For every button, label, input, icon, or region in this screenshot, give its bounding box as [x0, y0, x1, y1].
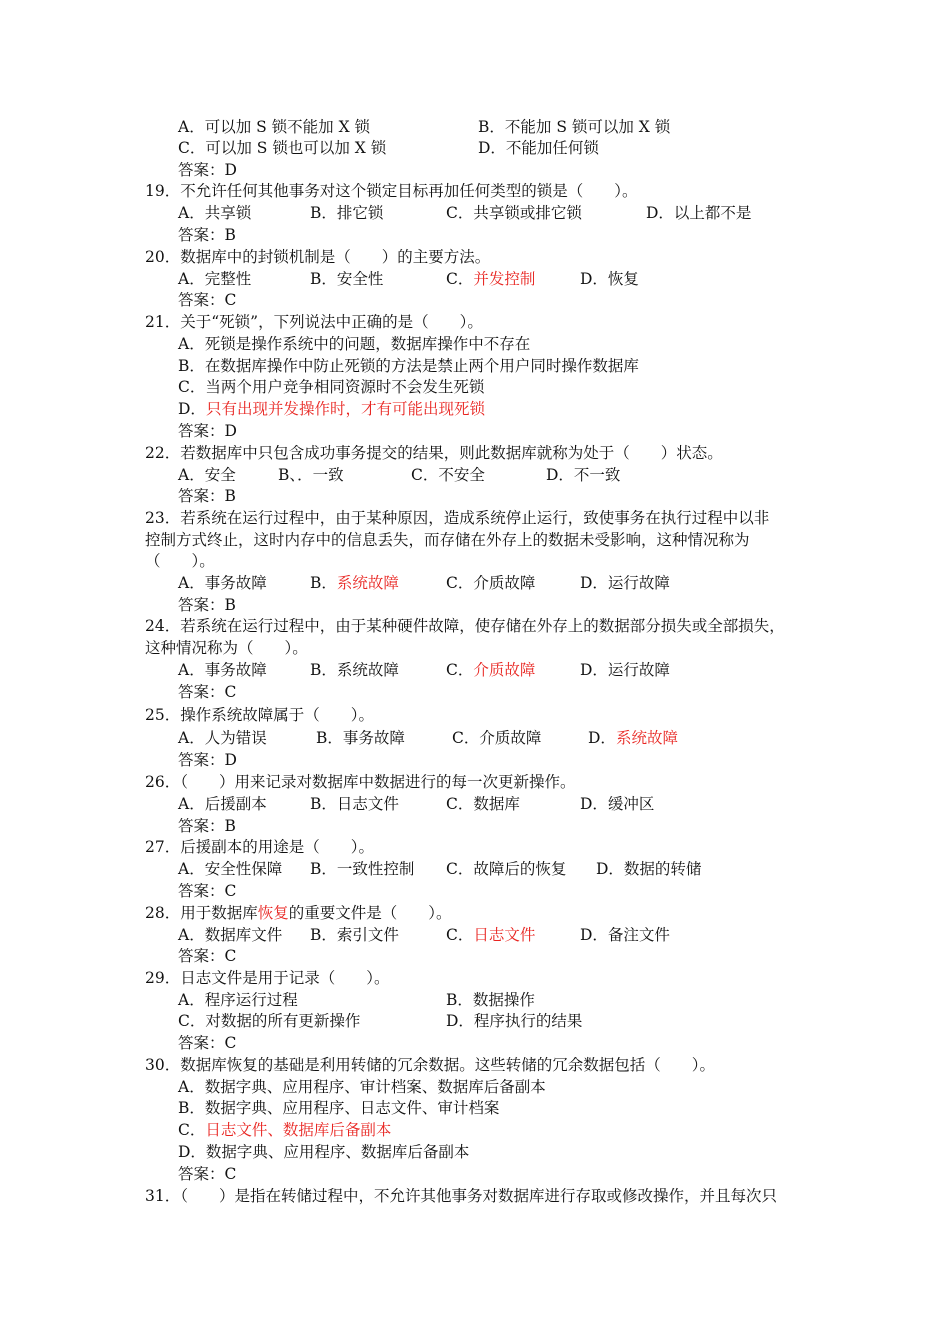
text-line	[178, 1142, 469, 1162]
text-line	[145, 772, 575, 792]
text-segment: 22．若数据库中只包含成功事务提交的结果，则此数据库就称为处于（ ）状态。	[145, 444, 723, 462]
text-line	[178, 356, 639, 376]
text-line	[178, 794, 267, 814]
text-line	[446, 794, 520, 814]
text-segment: B．不能加 S 锁可以加 X 锁	[478, 118, 671, 136]
text-segment: B．系统故障	[310, 661, 399, 679]
text-segment: 31．（ ）是指在转储过程中，不允许其他事务对数据库进行存取或修改操作，并且每次只	[145, 1187, 777, 1205]
text-segment: （ ）。	[145, 552, 215, 570]
text-line	[145, 705, 374, 725]
text-line	[145, 1055, 715, 1075]
text-segment: B．事务故障	[316, 729, 405, 747]
text-line	[310, 794, 399, 814]
text-segment: D．运行故障	[580, 574, 670, 592]
text-segment: C．故障后的恢复	[446, 860, 567, 878]
text-segment: 19．不允许任何其他事务对这个锁定目标再加任何类型的锁是（ ）。	[145, 182, 638, 200]
text-line	[478, 117, 670, 137]
text-line	[411, 465, 485, 485]
text-line	[178, 1164, 236, 1184]
text-segment: A．完整性	[178, 270, 252, 288]
text-segment: D．运行故障	[580, 661, 670, 679]
text-segment: A．可以加 S 锁不能加 X 锁	[178, 118, 371, 136]
highlighted-text: 只有出现并发操作时，才有可能出现死锁	[205, 400, 485, 418]
text-segment: D．	[178, 400, 206, 418]
text-line	[446, 573, 535, 593]
text-line	[178, 946, 236, 966]
text-line	[580, 573, 670, 593]
text-line	[178, 1033, 236, 1053]
text-segment: 答案：D	[178, 751, 237, 769]
text-line	[178, 377, 484, 397]
text-segment: D．不一致	[546, 466, 621, 484]
text-line	[178, 465, 236, 485]
text-segment: C．共享锁或排它锁	[446, 204, 582, 222]
text-segment: A．后援副本	[178, 795, 267, 813]
text-line	[145, 443, 723, 463]
text-segment: B．	[310, 574, 337, 592]
text-segment: C．	[446, 926, 474, 944]
text-segment: A．安全	[178, 466, 236, 484]
text-segment: C．不安全	[411, 466, 485, 484]
text-segment: D．备注文件	[580, 926, 670, 944]
text-line	[145, 508, 769, 528]
text-segment: 答案：D	[178, 161, 237, 179]
text-segment: B．安全性	[310, 270, 384, 288]
text-segment: A．程序运行过程	[178, 991, 298, 1009]
text-line	[178, 682, 236, 702]
text-segment: 21．关于“死锁”，下列说法中正确的是（ ）。	[145, 313, 483, 331]
text-line	[478, 138, 599, 158]
text-line	[310, 660, 399, 680]
text-line	[278, 465, 344, 485]
text-line	[178, 160, 237, 180]
text-segment: A．数据字典、应用程序、审计档案、数据库后备副本	[178, 1078, 546, 1096]
text-line	[145, 530, 750, 550]
text-segment: D．	[588, 729, 616, 747]
text-line	[145, 551, 215, 571]
text-line	[178, 269, 251, 289]
text-segment: A．人为错误	[178, 729, 267, 747]
text-segment: C．	[446, 661, 474, 679]
text-line	[178, 138, 386, 158]
text-line	[178, 290, 236, 310]
text-line	[446, 1011, 582, 1031]
text-line	[145, 312, 483, 332]
text-segment: B．在数据库操作中防止死锁的方法是禁止两个用户同时操作数据库	[178, 357, 639, 375]
highlighted-text: 恢复	[257, 904, 289, 922]
text-line	[310, 925, 399, 945]
text-line	[452, 728, 541, 748]
text-segment: 答案：B	[178, 226, 236, 244]
text-segment: 答案：C	[178, 947, 237, 965]
text-segment: B、．一致	[278, 466, 344, 484]
text-segment: C．	[446, 270, 474, 288]
text-segment: 的重要文件是（ ）。	[288, 904, 452, 922]
text-segment: C．介质故障	[452, 729, 542, 747]
text-segment: C．数据库	[446, 795, 520, 813]
text-line	[580, 794, 654, 814]
text-line	[178, 1011, 360, 1031]
highlighted-text: 并发控制	[473, 270, 536, 288]
text-line	[178, 728, 267, 748]
text-line	[145, 638, 308, 658]
text-line	[178, 750, 237, 770]
text-line	[145, 1186, 777, 1206]
text-line	[316, 728, 405, 748]
text-segment: 23．若系统在运行过程中，由于某种原因，造成系统停止运行，致使事务在执行过程中以非	[145, 509, 770, 527]
text-segment: 20．数据库中的封锁机制是（ ）的主要方法。	[145, 248, 491, 266]
text-segment: 25．操作系统故障属于（ ）。	[145, 706, 374, 724]
text-line	[145, 903, 452, 923]
text-line	[310, 573, 399, 593]
text-segment: 29．日志文件是用于记录（ ）。	[145, 969, 390, 987]
text-segment: 24．若系统在运行过程中，由于某种硬件故障，使存储在外存上的数据部分损失或全部损失，	[145, 617, 785, 635]
text-line	[580, 925, 670, 945]
text-line	[178, 816, 236, 836]
text-segment: A．死锁是操作系统中的问题，数据库操作中不存在	[178, 335, 531, 353]
text-segment: D．数据字典、应用程序、数据库后备副本	[178, 1143, 470, 1161]
text-line	[446, 269, 535, 289]
text-line	[588, 728, 678, 748]
highlighted-text: 系统故障	[615, 729, 678, 747]
highlighted-text: 日志文件、数据库后备副本	[205, 1121, 392, 1139]
text-segment: 答案：D	[178, 422, 237, 440]
text-line	[178, 859, 282, 879]
text-line	[178, 595, 236, 615]
text-line	[580, 660, 670, 680]
text-line	[580, 269, 639, 289]
text-segment: 控制方式终止，这时内存中的信息丢失，而存储在外存上的数据未受影响，这种情况称为	[145, 531, 750, 549]
text-segment: A．数据库文件	[178, 926, 283, 944]
text-segment: A．事务故障	[178, 574, 267, 592]
text-segment: D．不能加任何锁	[478, 139, 599, 157]
text-line	[310, 859, 414, 879]
text-segment: C．可以加 S 锁也可以加 X 锁	[178, 139, 387, 157]
text-segment: B．一致性控制	[310, 860, 415, 878]
text-segment: 答案：C	[178, 1165, 237, 1183]
text-segment: A．共享锁	[178, 204, 252, 222]
text-segment: D．程序执行的结果	[446, 1012, 583, 1030]
text-segment: C．对数据的所有更新操作	[178, 1012, 361, 1030]
text-line	[446, 990, 535, 1010]
text-segment: 答案：B	[178, 596, 236, 614]
text-line	[178, 421, 237, 441]
text-line	[446, 660, 535, 680]
text-segment: B．日志文件	[310, 795, 399, 813]
text-line	[145, 616, 785, 636]
text-line	[178, 117, 370, 137]
text-segment: 这种情况称为（ ）。	[145, 639, 308, 657]
highlighted-text: 介质故障	[473, 661, 536, 679]
highlighted-text: 系统故障	[336, 574, 399, 592]
text-line	[178, 881, 236, 901]
text-line	[596, 859, 701, 879]
text-segment: A．安全性保障	[178, 860, 283, 878]
text-line	[178, 225, 236, 245]
text-segment: 答案：B	[178, 487, 236, 505]
text-segment: 28．用于数据库	[145, 904, 258, 922]
text-line	[178, 1077, 546, 1097]
text-segment: 答案：C	[178, 1034, 237, 1052]
text-line	[145, 247, 490, 267]
text-segment: 答案：C	[178, 291, 237, 309]
text-line	[178, 334, 530, 354]
text-line	[178, 1098, 499, 1118]
text-line	[178, 486, 236, 506]
text-segment: C．介质故障	[446, 574, 536, 592]
text-line	[446, 859, 566, 879]
text-line	[178, 925, 282, 945]
text-line	[310, 203, 383, 223]
text-segment: B．数据字典、应用程序、日志文件、审计档案	[178, 1099, 500, 1117]
text-line	[310, 269, 383, 289]
text-segment: C．	[178, 1121, 206, 1139]
text-line	[646, 203, 751, 223]
text-segment: 答案：B	[178, 817, 236, 835]
text-line	[178, 1120, 391, 1140]
text-line	[178, 203, 251, 223]
text-line	[178, 399, 485, 419]
text-segment: 26．（ ）用来记录对数据库中数据进行的每一次更新操作。	[145, 773, 576, 791]
text-segment: B．数据操作	[446, 991, 535, 1009]
text-line	[178, 660, 267, 680]
text-segment: 30．数据库恢复的基础是利用转储的冗余数据。这些转储的冗余数据包括（ ）。	[145, 1056, 715, 1074]
text-line	[178, 573, 267, 593]
text-segment: 答案：C	[178, 683, 237, 701]
text-segment: 答案：C	[178, 882, 237, 900]
highlighted-text: 日志文件	[473, 926, 536, 944]
text-segment: C．当两个用户竞争相同资源时不会发生死锁	[178, 378, 485, 396]
text-segment: B．排它锁	[310, 204, 384, 222]
text-line	[178, 990, 298, 1010]
text-segment: D．缓冲区	[580, 795, 655, 813]
text-line	[145, 968, 389, 988]
text-segment: B．索引文件	[310, 926, 399, 944]
text-line	[145, 837, 374, 857]
text-segment: A．事务故障	[178, 661, 267, 679]
text-line	[546, 465, 620, 485]
text-line	[446, 925, 535, 945]
text-segment: D．数据的转储	[596, 860, 702, 878]
text-line	[145, 181, 637, 201]
text-segment: D．恢复	[580, 270, 639, 288]
text-segment: D．以上都不是	[646, 204, 752, 222]
text-line	[446, 203, 582, 223]
text-segment: 27．后援副本的用途是（ ）。	[145, 838, 374, 856]
